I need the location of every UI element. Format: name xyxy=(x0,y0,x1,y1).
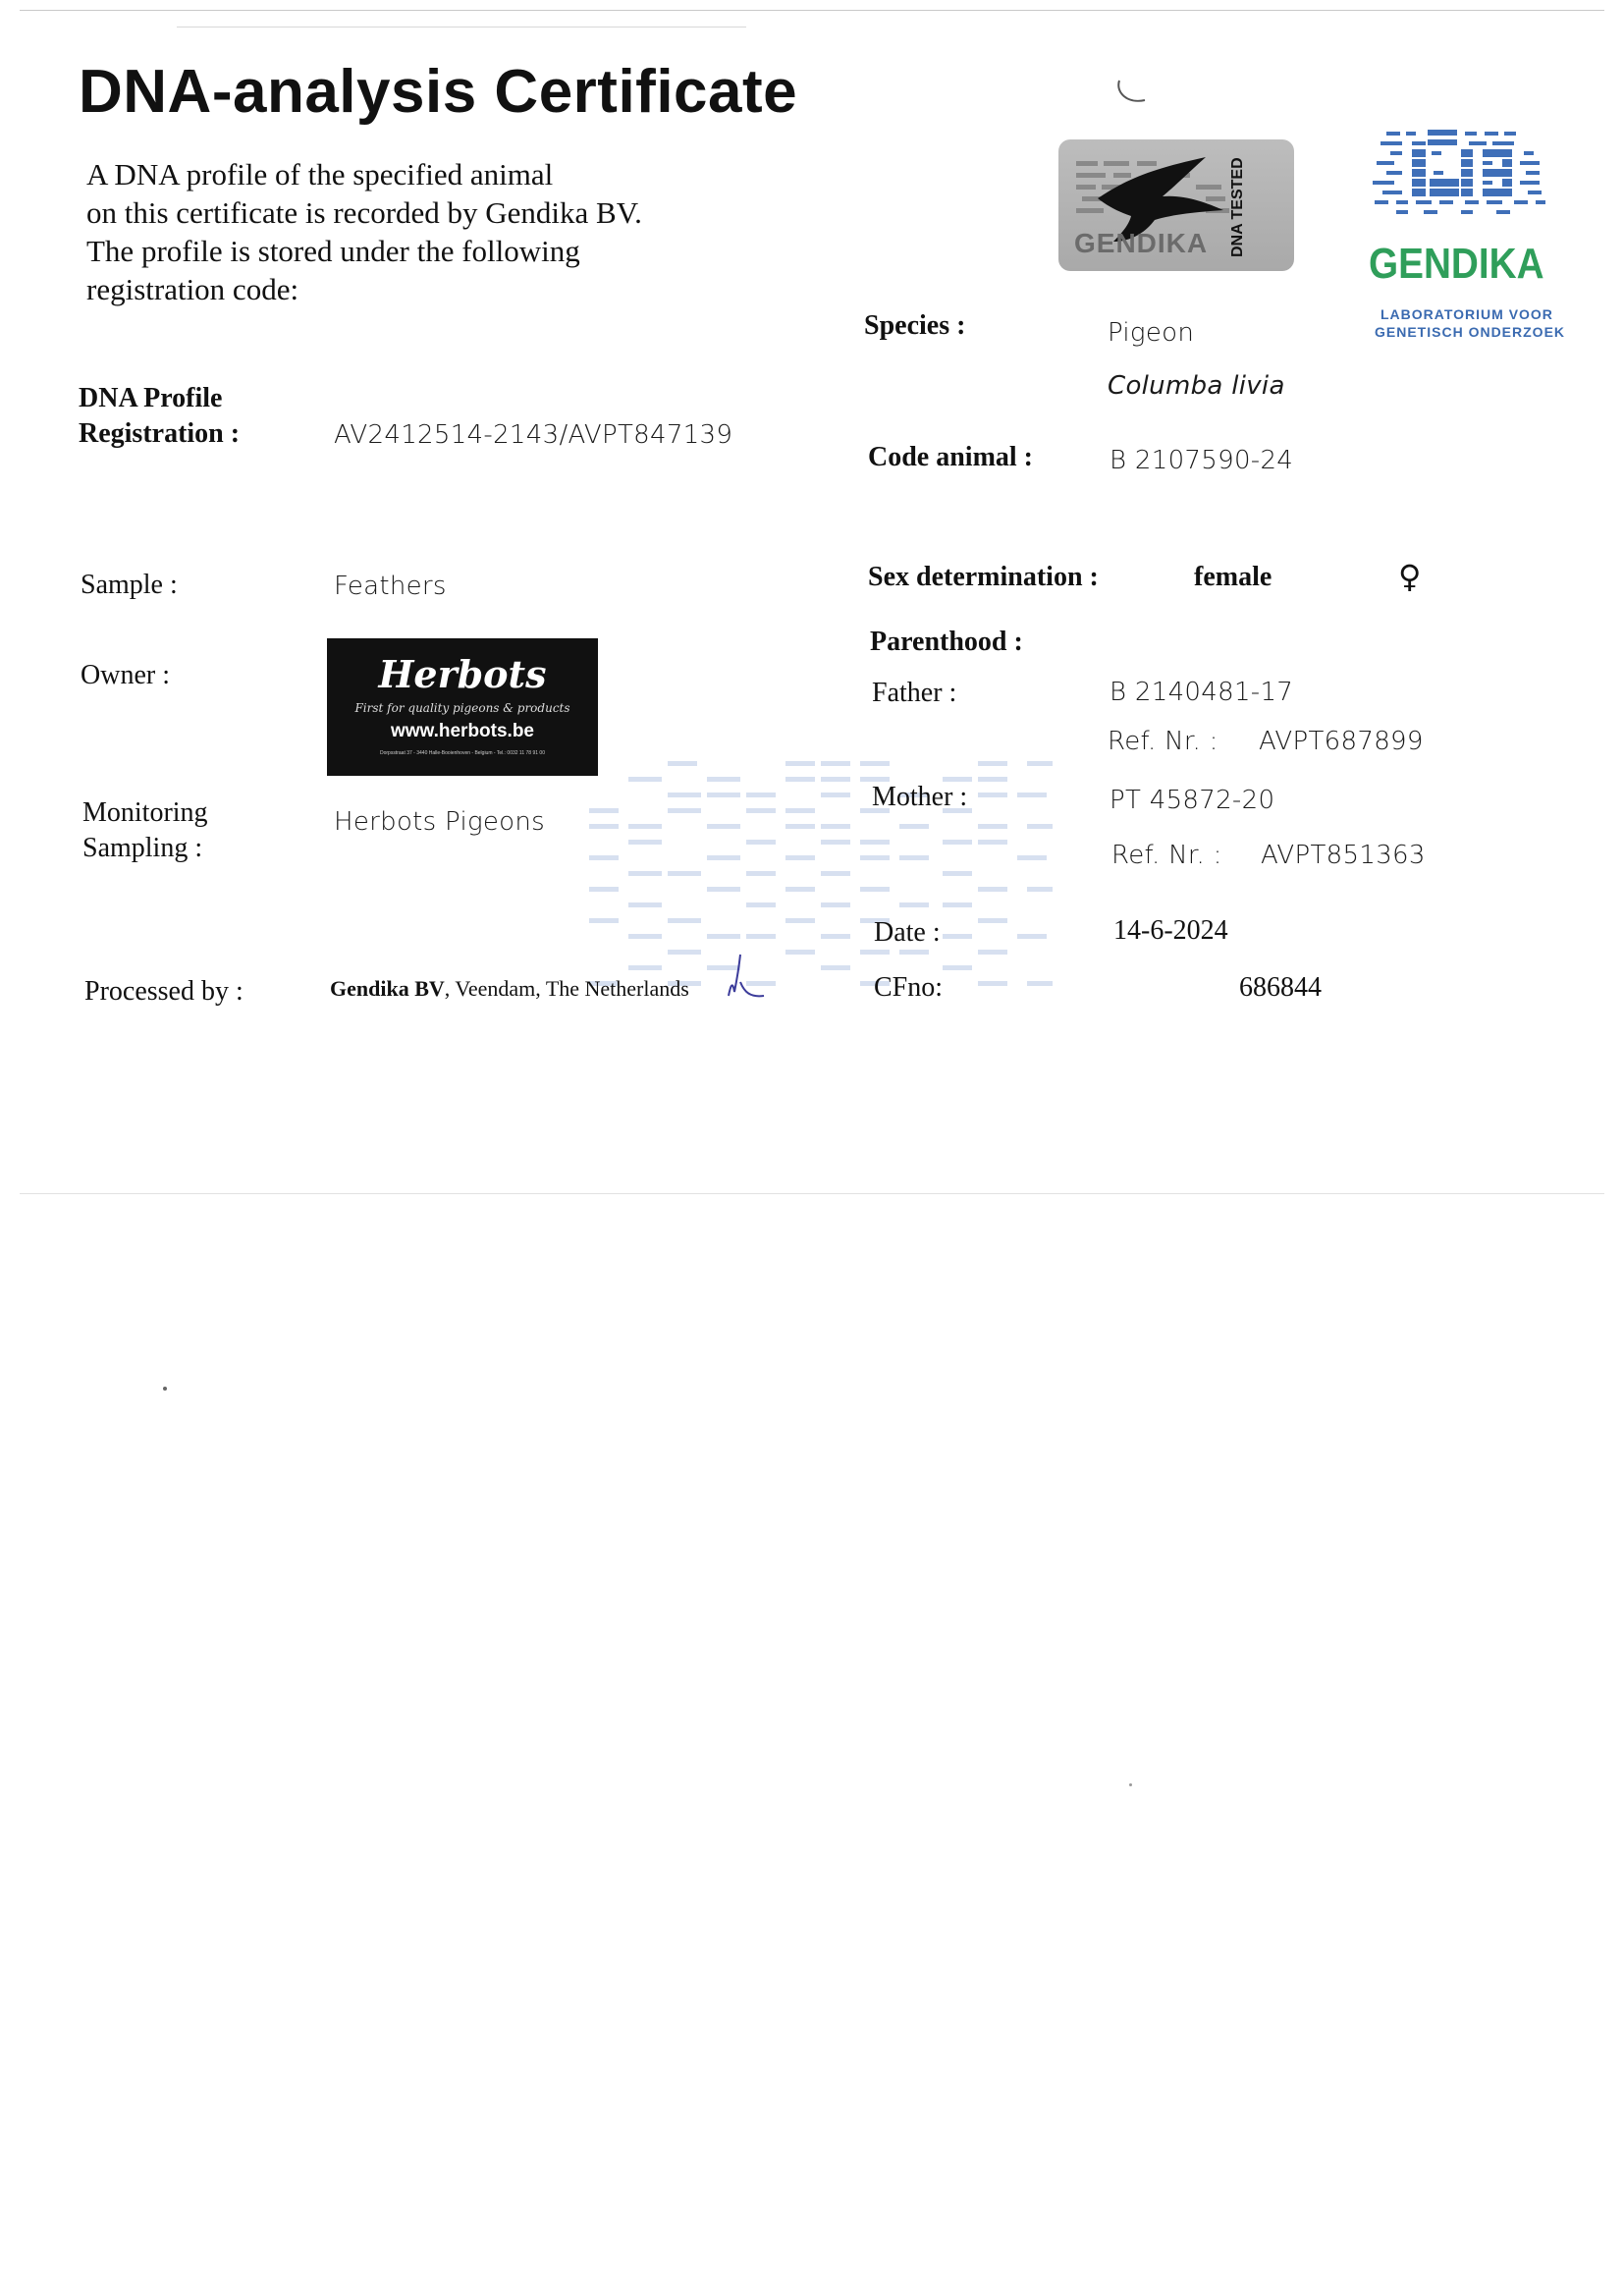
parenthood-label: Parenthood : xyxy=(870,627,1023,657)
dna-band-watermark xyxy=(530,741,1139,1095)
father-label: Father : xyxy=(872,678,957,708)
father-ref: AVPT687899 xyxy=(1259,727,1424,756)
logo-name: GENDIKA xyxy=(1369,240,1544,288)
gendika-grid-icon xyxy=(1367,126,1555,236)
intro-line: registration code: xyxy=(86,272,299,306)
logo-subtitle-1: LABORATORIUM VOOR xyxy=(1380,306,1553,322)
registration-label-2: Registration : xyxy=(79,418,241,449)
registration-label-1: DNA Profile xyxy=(79,383,223,413)
dna-tested-seal xyxy=(1058,139,1294,271)
logo-subtitle-2: GENETISCH ONDERZOEK xyxy=(1375,324,1566,340)
signature-mark xyxy=(725,953,770,1004)
owner-card-tagline: First for quality pigeons & products xyxy=(354,701,570,715)
processed-value xyxy=(330,976,689,1002)
date-value: 14-6-2024 xyxy=(1113,915,1228,946)
registration-value: AV2412514-2143/AVPT847139 xyxy=(334,420,733,450)
code-animal-value: B 2107590-24 xyxy=(1110,446,1294,475)
sex-value: female xyxy=(1194,562,1272,592)
species-common: Pigeon xyxy=(1108,318,1195,348)
top-scan-line xyxy=(20,10,1604,11)
mother-ring: PT 45872-20 xyxy=(1110,786,1275,815)
sample-value: Feathers xyxy=(334,572,447,601)
processed-label: Processed by : xyxy=(84,976,244,1007)
intro-line: on this certificate is recorded by Gendika BV. xyxy=(86,195,642,230)
processed-location: , Veendam, The Netherlands xyxy=(444,976,689,1001)
female-symbol-icon: ♀ xyxy=(1398,558,1422,595)
gendika-logo xyxy=(1367,126,1566,352)
seal-brand: GENDIKA xyxy=(1074,228,1209,258)
scan-speck xyxy=(1129,1783,1132,1786)
scan-speck xyxy=(163,1387,167,1391)
mother-ref-label: Ref. Nr. : xyxy=(1111,841,1222,870)
date-label: Date : xyxy=(874,917,941,948)
sex-label: Sex determination : xyxy=(868,562,1099,592)
father-ring: B 2140481-17 xyxy=(1110,678,1294,707)
owner-card-address: Dorpsstraat 37 - 3440 Halle-Booienhoven - Belgium - Tel.: 0032 11 78 91 00 xyxy=(380,750,545,756)
cfno-label: CFno: xyxy=(874,972,944,1003)
mother-ref: AVPT851363 xyxy=(1261,841,1426,870)
owner-card-url: www.herbots.be xyxy=(390,721,535,741)
sample-label: Sample : xyxy=(81,570,178,600)
mother-label: Mother : xyxy=(872,782,968,812)
processed-company: Gendika BV xyxy=(330,976,445,1001)
pen-mark xyxy=(1113,79,1149,106)
monitoring-value: Herbots Pigeons xyxy=(334,807,546,837)
certificate-title: DNA-analysis Certificate xyxy=(79,58,798,126)
cfno-value: 686844 xyxy=(1239,972,1322,1003)
monitoring-label-2: Sampling : xyxy=(82,833,203,863)
bottom-scan-line xyxy=(20,1193,1604,1194)
species-label: Species : xyxy=(864,310,966,341)
owner-card-name: Herbots xyxy=(378,652,547,696)
intro-line: A DNA profile of the specified animal xyxy=(86,157,554,191)
species-latin: Columba livia xyxy=(1108,371,1285,401)
code-animal-label: Code animal : xyxy=(868,442,1033,472)
monitoring-label-1: Monitoring xyxy=(82,797,208,828)
intro-text xyxy=(86,155,774,308)
owner-card xyxy=(327,638,598,776)
seal-tag: DNA TESTED xyxy=(1229,157,1246,257)
owner-label: Owner : xyxy=(81,660,170,690)
father-ref-label: Ref. Nr. : xyxy=(1108,727,1218,756)
intro-line: The profile is stored under the following xyxy=(86,234,580,268)
